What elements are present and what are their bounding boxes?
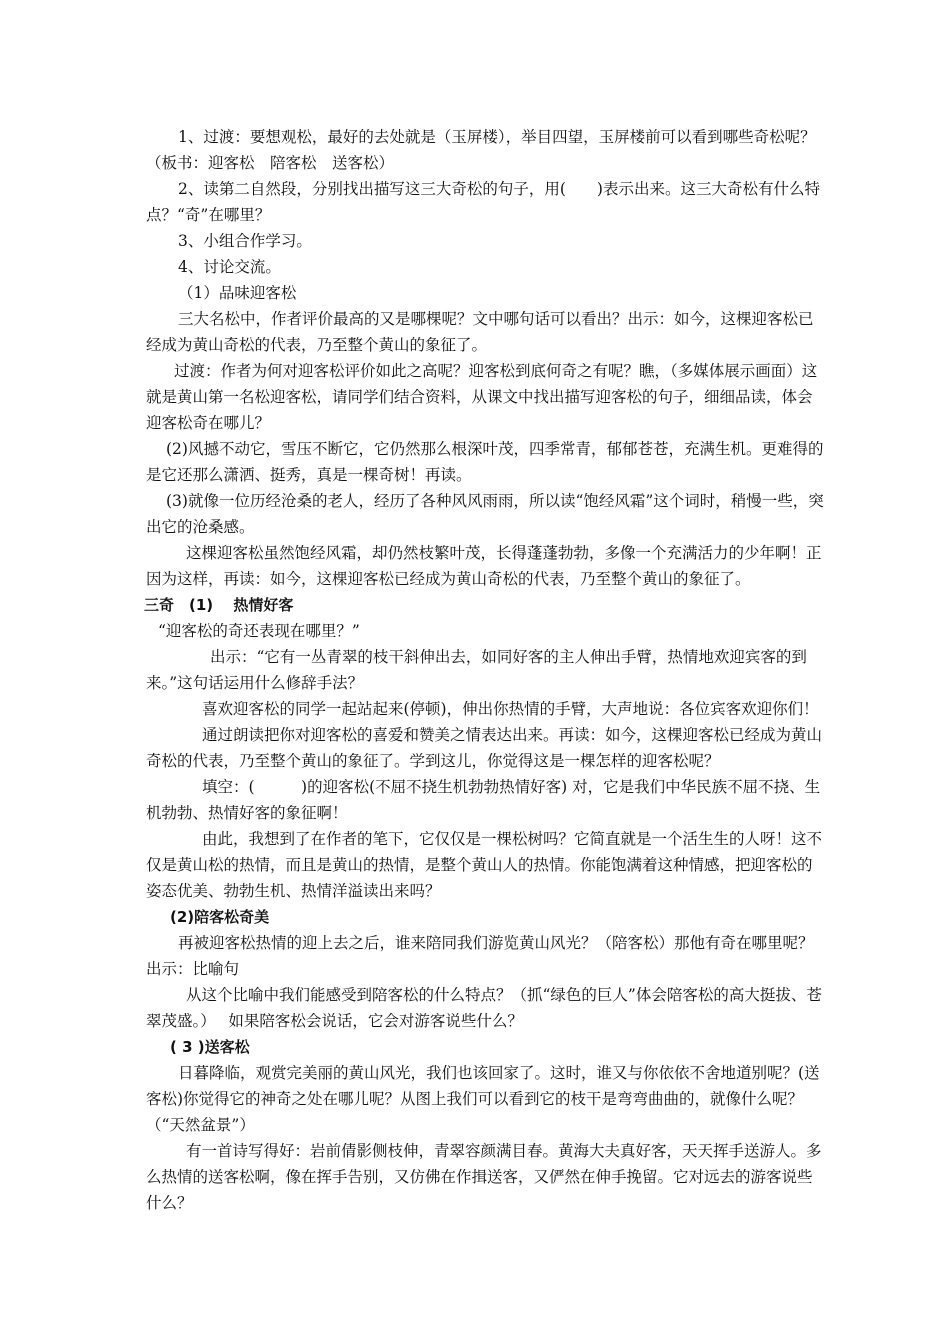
document-page — [146, 124, 826, 1216]
paragraph-show-sentence: 出示：“它有一丛青翠的枝干斜伸出去，如同好客的主人伸出手臂，热情地欢迎宾客的到来。”这句话运用什么修辞手法？ — [146, 648, 807, 692]
paragraph-living-person: 由此，我想到了在作者的笔下，它仅仅是一棵松树吗？它简直就是一个活生生的人呀！这不仅是黄山松的热情，而且是黄山的热情，是整个黄山人的热情。你能饱满着这种情感，把迎客松的姿态优美、勃勃生机、热情洋溢读出来吗？ — [146, 830, 823, 900]
paragraph-poem: 有一首诗写得好：岩前倩影侧枝伸，青翠容颜满目春。黄海大夫真好客，天天挥手送游人。多么热情的送客松啊，像在挥手告别，又仿佛在作揖送客，又俨然在伸手挽留。它对远去的游客说些什么？ — [146, 1142, 822, 1212]
paragraph-metaphor: 从这个比喻中我们能感受到陪客松的什么特点？（抓“绿色的巨人”体会陪客松的高大挺拔、苍翠茂盛。） 如果陪客松会说话，它会对游客说些什么？ — [146, 986, 822, 1030]
heading-three-wonders: 三奇 (1) 热情好客 — [144, 596, 294, 614]
paragraph-group-study: 3、小组合作学习。 — [178, 232, 312, 250]
paragraph-dusk: 日暮降临，观赏完美丽的黄山风光，我们也该回家了。这时，谁又与你依依不舍地道别呢？(送客松)你觉得它的神奇之处在哪儿呢？从图上我们可以看到它的枝干是弯弯曲曲的，就像什么呢？（“天然盆景”） — [146, 1064, 820, 1134]
heading-songke: ( 3 )送客松 — [170, 1038, 250, 1056]
paragraph-question: “迎客松的奇还表现在哪里？” — [158, 622, 360, 640]
paragraph-point-3: (3)就像一位历经沧桑的老人，经历了各种风风雨雨，所以读“饱经风霜”这个词时，稍慢一些，突出它的沧桑感。 — [146, 492, 824, 536]
paragraph-read-aloud: 通过朗读把你对迎客松的喜爱和赞美之情表达出来。再读：如今，这棵迎客松已经成为黄山奇松的代表，乃至整个黄山的象征了。学到这儿，你觉得这是一棵怎样的迎客松呢？ — [146, 726, 823, 770]
heading-peike: (2)陪客松奇美 — [170, 908, 270, 926]
paragraph-vigorous: 这棵迎客松虽然饱经风霜，却仍然枝繁叶茂，长得蓬蓬勃勃，多像一个充满活力的少年啊！正因为这样，再读：如今，这棵迎客松已经成为黄山奇松的代表，乃至整个黄山的象征了。 — [146, 544, 822, 588]
paragraph-fill-blank: 填空：( )的迎客松(不屈不挠生机勃勃热情好客) 对，它是我们中华民族不屈不挠、生机勃勃、热情好客的象征啊！ — [146, 778, 821, 822]
paragraph-discussion: 4、讨论交流。 — [178, 258, 281, 276]
paragraph-highest-rating: 三大名松中，作者评价最高的又是哪棵呢？文中哪句话可以看出？出示：如今，这棵迎客松已经成为黄山奇松的代表，乃至整个黄山的象征了。 — [146, 310, 814, 354]
paragraph-peike-intro: 再被迎客松热情的迎上去之后，谁来陪同我们游览黄山风光？（陪客松）那他有奇在哪里呢？出示：比喻句 — [146, 934, 814, 978]
paragraph-why-high: 过渡：作者为何对迎客松评价如此之高呢？迎客松到底何奇之有呢？瞧，（多媒体展示画面）这就是黄山第一名松迎客松，请同学们结合资料，从课文中找出描写迎客松的句子，细细品读，体会迎客松奇在哪儿？ — [146, 362, 818, 432]
paragraph-point-2: (2)风撼不动它，雪压不断它，它仍然那么根深叶茂，四季常青，郁郁苍苍，充满生机。更难得的是它还那么潇洒、挺秀，真是一棵奇树！再读。 — [146, 440, 824, 484]
paragraph-read-second: 2、读第二自然段，分别找出描写这三大奇松的句子，用( )表示出来。这三大奇松有什么特点？“奇”在哪里？ — [146, 180, 820, 224]
paragraph-stand-up: 喜欢迎客松的同学一起站起来(停顿)，伸出你热情的手臂，大声地说：各位宾客欢迎你们！ — [202, 700, 819, 718]
paragraph-transition: 1、过渡：要想观松，最好的去处就是（玉屏楼），举目四望，玉屏楼前可以看到哪些奇松呢？（板书：迎客松 陪客松 送客松） — [146, 128, 816, 172]
paragraph-savor-yingke: （1）品味迎客松 — [178, 284, 297, 302]
